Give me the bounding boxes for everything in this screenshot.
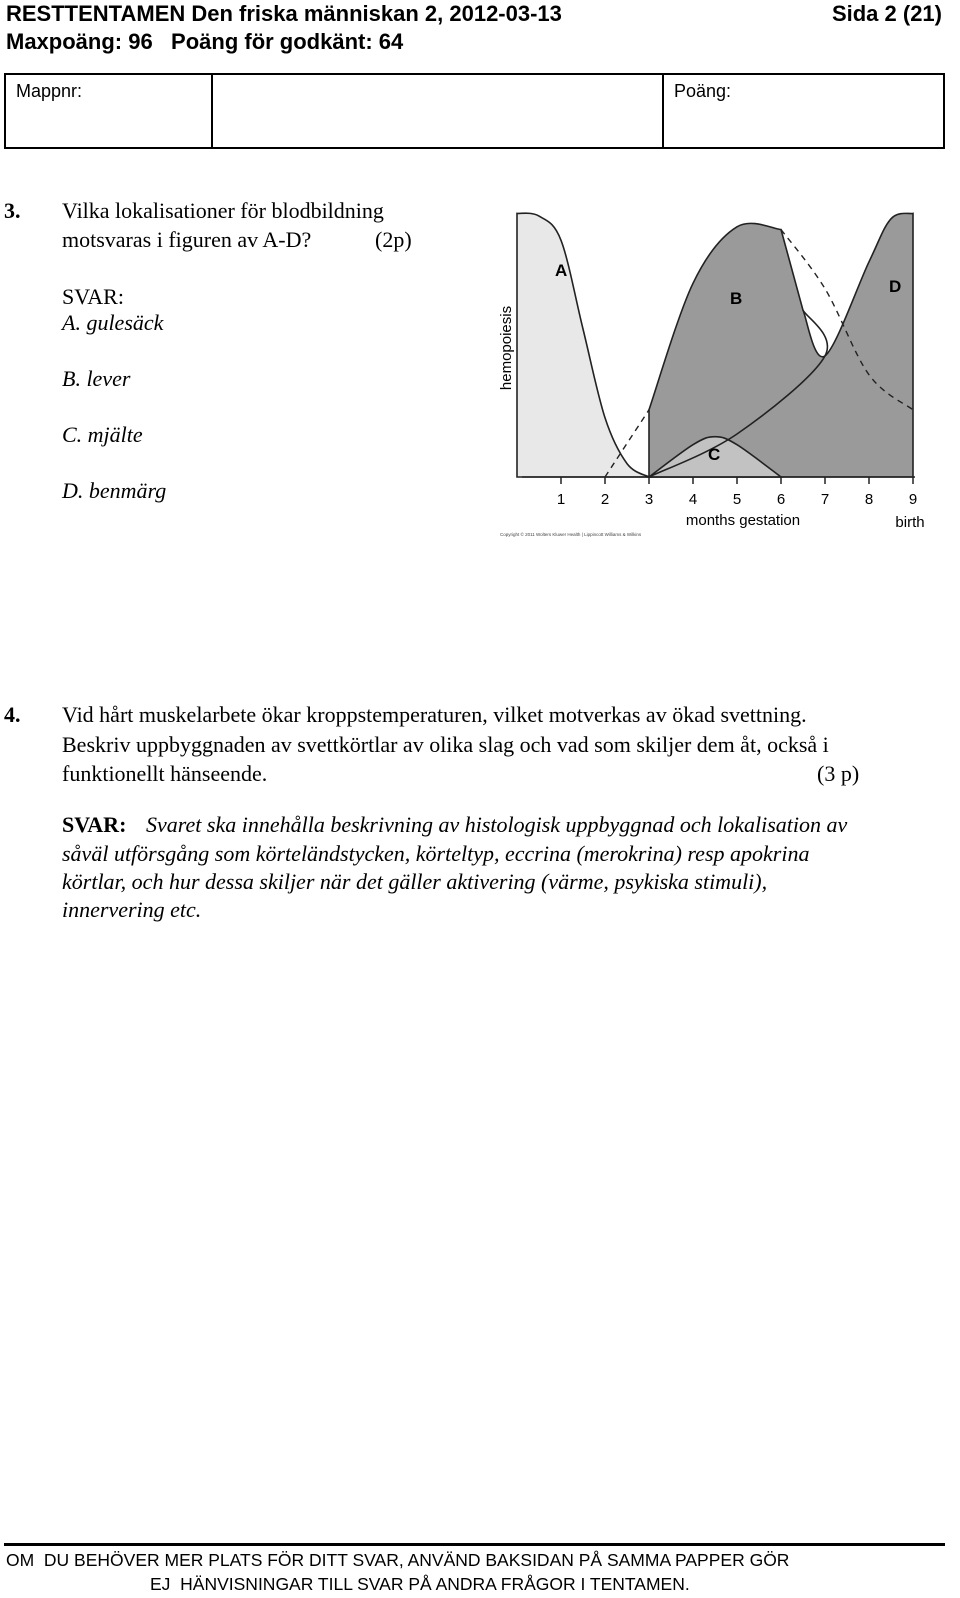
folder-number-label: Mappnr: [16, 81, 83, 101]
page-number: Sida 2 (21) [831, 1, 942, 26]
q4-answer-line-2: såväl utförsgång som körteländstycken, körteltyp, eccrina (merokrina) resp apokrina [62, 841, 810, 866]
footer-line-1: OM DU BEHÖVER MER PLATS FÖR DITT SVAR, ANVÄND BAKSIDAN PÅ SAMMA PAPPER GÖR [6, 1550, 790, 1570]
q3-answer-heading: SVAR: [62, 284, 124, 309]
x-axis-ticks [557, 477, 917, 508]
q3-answer-b: B. lever [62, 366, 131, 391]
q4-line-1: Vid hårt muskelarbete ökar kroppstemperaturen, vilket motverkas av ökad svettning. [62, 702, 807, 727]
y-axis-label: hemopoiesis [498, 305, 515, 391]
q3-points: (2p) [375, 227, 412, 252]
score-label: Poäng: [674, 81, 732, 101]
label-b: B [730, 289, 743, 308]
birth-label: birth [895, 514, 925, 531]
x-axis-label: months gestation [685, 512, 801, 529]
q4-answer-line-1: Svaret ska innehålla beskrivning av histologisk uppbyggnad och lokalisation av [146, 812, 848, 837]
q4-answer-line-3: körtlar, och hur dessa skiljer när det gäller aktivering (värme, psykiska stimuli), [62, 869, 768, 894]
q4-answer-line-4: innervering etc. [62, 897, 202, 922]
x-tick-label: 7 [820, 491, 830, 508]
q3-answer-c: C. mjälte [62, 422, 143, 447]
id-box [4, 73, 945, 149]
x-tick-label: 1 [556, 491, 566, 508]
q3-number: 3. [4, 198, 21, 223]
box-divider-right [662, 75, 664, 147]
points-info: Maxpoäng: 96 Poäng för godkänt: 64 [6, 29, 404, 54]
box-divider-left [211, 75, 213, 147]
q3-answer-d: D. benmärg [62, 478, 167, 503]
exam-title: RESTTENTAMEN Den friska människan 2, 2012-03-13 [6, 1, 562, 26]
hemopoiesis-figure [495, 200, 925, 545]
x-tick-label: 2 [600, 491, 610, 508]
q3-line-1: Vilka lokalisationer för blodbildning [62, 198, 384, 223]
x-tick-label: 8 [864, 491, 874, 508]
x-tick-label: 9 [908, 491, 918, 508]
score-field[interactable] [766, 77, 942, 147]
q4-answer-heading: SVAR: [62, 812, 127, 837]
q4-line-2: Beskriv uppbyggnaden av svettkörtlar av olika slag och vad som skiljer dem åt, också i [62, 732, 829, 757]
label-d: D [889, 277, 902, 296]
q4-points: (3 p) [817, 761, 860, 786]
folder-number-field[interactable] [214, 77, 660, 147]
q4-line-3: funktionellt hänseende. [62, 761, 268, 786]
q3-line-2: motsvaras i figuren av A-D? [62, 227, 312, 252]
series-a-area [517, 213, 649, 477]
x-tick-label: 5 [732, 491, 742, 508]
label-c: C [708, 445, 721, 464]
label-a: A [555, 261, 568, 280]
q4-number: 4. [4, 702, 21, 727]
footer-line-2: EJ HÄNVISNINGAR TILL SVAR PÅ ANDRA FRÅGOR I TENTAMEN. [150, 1574, 690, 1594]
x-tick-label: 6 [776, 491, 786, 508]
x-tick-label: 3 [644, 491, 654, 508]
series-b-area [649, 213, 913, 477]
q3-answer-a: A. gulesäck [62, 310, 164, 335]
x-tick-label: 4 [688, 491, 698, 508]
figure-areas [517, 213, 913, 477]
figure-copyright: Copyright © 2011 Wolters Kluwer Health | Lippincott Williams & Wilkins [500, 532, 642, 537]
